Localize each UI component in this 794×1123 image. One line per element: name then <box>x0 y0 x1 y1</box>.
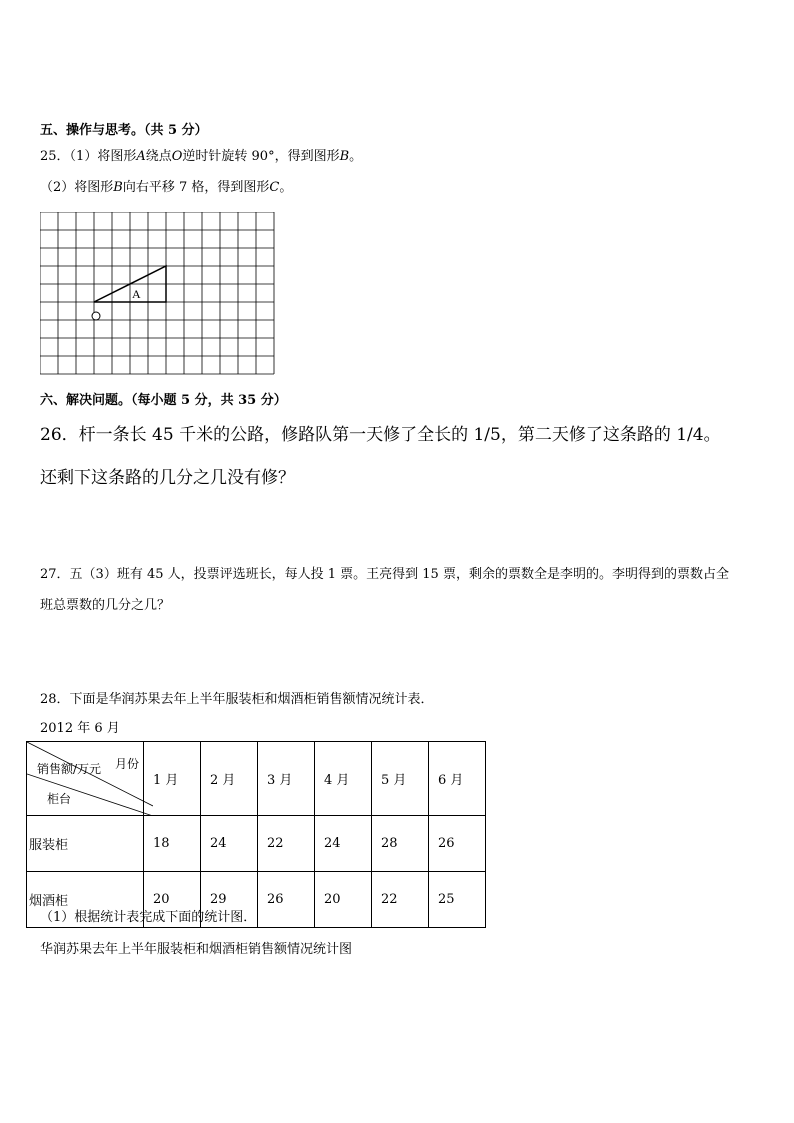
table-cell: 26 <box>429 816 486 872</box>
table-header-row <box>27 742 486 816</box>
table-header-cell: 4 月 <box>315 742 372 816</box>
corner-label-counter: 柜台 <box>47 792 72 806</box>
table-header-cell: 2 月 <box>201 742 258 816</box>
table-header-cell: 1 月 <box>144 742 201 816</box>
question-25-part-1: 25．（1）将图形A绕点O逆时针旋转 90°，得到图形B。 <box>40 149 363 164</box>
table-cell: 20 <box>315 872 372 928</box>
table-header-cell: 6 月 <box>429 742 486 816</box>
table-corner-cell <box>27 742 144 816</box>
grid-figure <box>40 212 276 376</box>
question-27-line-2: 班总票数的几分之几？ <box>40 598 171 613</box>
table-cell: 22 <box>258 816 315 872</box>
table-cell: 18 <box>144 816 201 872</box>
corner-label-sales: 销售额/万元 <box>37 762 102 776</box>
table-cell: 24 <box>315 816 372 872</box>
point-o-marker <box>92 312 100 320</box>
question-number: 25． <box>40 149 70 164</box>
question-26-line-2: 还剩下这条路的几分之几没有修？ <box>40 468 295 488</box>
chart-caption: 华润苏果去年上半年服装柜和烟酒柜销售额情况统计图 <box>40 942 353 957</box>
table-cell: 29 <box>201 872 258 928</box>
triangle-a-label: A <box>132 287 141 301</box>
question-28-part-1: （1）根据统计表完成下面的统计图． <box>40 910 257 925</box>
section-6-title: 六、解决问题。（每小题 5 分，共 35 分） <box>40 393 287 408</box>
section-5-title: 五、操作与思考。（共 5 分） <box>40 123 208 138</box>
table-header-cell: 5 月 <box>372 742 429 816</box>
grid-lines <box>40 212 274 374</box>
question-28-date: 2012 年 6 月 <box>40 721 120 736</box>
table-cell: 26 <box>258 872 315 928</box>
table-cell: 28 <box>372 816 429 872</box>
table-row <box>27 816 486 872</box>
corner-label-month: 月份 <box>115 757 140 771</box>
question-26-line-1: 26．杆一条长 45 千米的公路，修路队第一天修了全长的 1/5，第二天修了这条路的 1/4。 <box>40 425 721 445</box>
question-25-part-2: （2）将图形B向右平移 7 格，得到图形C。 <box>40 180 293 195</box>
table-cell: 25 <box>429 872 486 928</box>
sales-table <box>26 741 486 928</box>
table-row-label: 烟酒柜 <box>27 872 144 928</box>
table-header-cell: 3 月 <box>258 742 315 816</box>
table-cell: 20 <box>144 872 201 928</box>
table-row-label: 服装柜 <box>27 816 144 872</box>
corner-diagonal-lines <box>27 742 153 816</box>
question-27-line-1: 27．五（3）班有 45 人，投票评选班长，每人投 1 票。王亮得到 15 票，剩余的票数全是李明的。李明得到的票数占全 <box>40 567 729 582</box>
grid-svg <box>40 212 276 376</box>
question-28-intro: 28．下面是华润苏果去年上半年服装柜和烟酒柜销售额情况统计表． <box>40 692 434 707</box>
table-cell: 24 <box>201 816 258 872</box>
table-cell: 22 <box>372 872 429 928</box>
